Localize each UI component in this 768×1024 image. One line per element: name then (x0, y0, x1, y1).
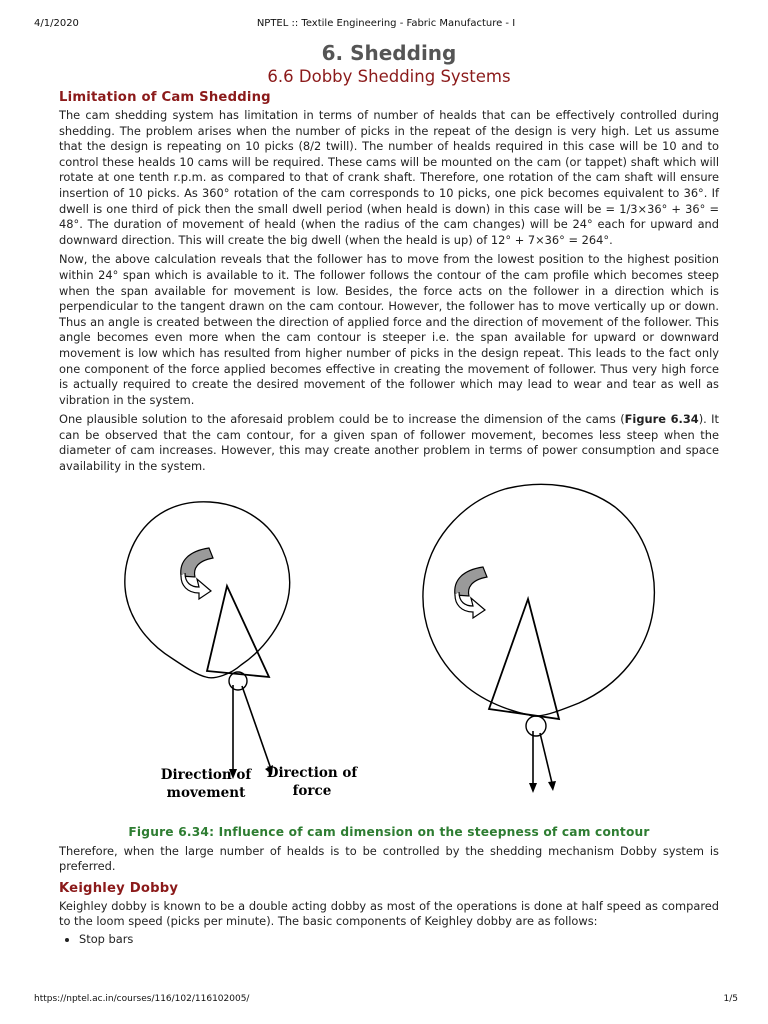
page-header-title: NPTEL :: Textile Engineering - Fabric Manufacture - I (256, 18, 516, 29)
large-follower-triangle (489, 599, 559, 719)
large-movement-arrowhead (529, 783, 537, 793)
figure-6-34 (59, 481, 719, 823)
small-rotation-head (181, 573, 211, 599)
large-rotation-band (455, 567, 487, 596)
small-cam (125, 501, 290, 772)
paragraph-cam-limitation: The cam shedding system has limitation in terms of number of healds that can be effectively controlled during shedding. The problem arises when the number of picks in the repeat of the design is very high. Let us assume that the design is repeating on 10 picks (8/2 twill). The number of healds required in this case will be 10 and to control these healds 10 cams will be required. These cams will be mounted on the cam (or tappet) shaft which will rotate at one tenth r.p.m. as compared to that of crank shaft. Therefore, one rotation of the cam shaft will ensure insertion of 10 picks. As 360° rotation of the cam corresponds to 10 picks, one pick becomes equivalent to 36°. If dwell is one third of pick then the small dwell period (when heald is down) in this case will be = 1/3×36° + 36° = 48°. The duration of movement of heald (when the radius of the cam changes) will be 24° each for upward and downward direction. This will create the big dwell (when the heald is up) of 12° + 7×36° = 264°. (59, 108, 719, 247)
paragraph-dobby-preferred: Therefore, when the large number of healds is to be controlled by the shedding mechanism Dobby system is preferred. (59, 843, 719, 874)
section-title: 6.6 Dobby Shedding Systems (267, 67, 511, 86)
print-date: 4/1/2020 (34, 18, 79, 29)
label-movement-line2: movement (166, 784, 246, 801)
large-force-arrowhead (548, 781, 556, 791)
large-force-arrow (540, 733, 552, 783)
paragraph-follower-force: Now, the above calculation reveals that the follower has to move from the lowest position to the highest position within 24° span which is available to it. The follower follows the contour of the cam profile which becomes steep when the span available for movement is low. Besides, the force acts on the follower in a direction which is perpendicular to the tangent drawn on the cam contour. However, the follower has to move vertically up or down. Thus an angle is created between the direction of applied force and the direction of movement of the follower. This angle becomes even more when the cam contour is steeper i.e. the span available for upward or downward movement is low which has resulted from higher number of picks in the design repeat. This leads to the fact only one component of the force applied becomes effective in creating the movement of follower. Thus very high force is actually required to create the desired movement of the follower which may lead to wear and tear as well as vibration in the system. (59, 252, 719, 407)
large-rotation-head (455, 592, 485, 618)
small-rotation-arrow-icon (181, 548, 213, 599)
cam-diagram (59, 481, 719, 823)
large-rotation-arrow-icon (455, 567, 487, 618)
footer-url: https://nptel.ac.in/courses/116/102/116102005/ (34, 994, 250, 1004)
paragraph-cam-dimension (59, 412, 719, 474)
subsection-title-keighley-dobby: Keighley Dobby (59, 880, 179, 896)
page-footer (34, 994, 738, 1008)
paragraph-cam-dimension-end: ). It can be observed that the cam contour, for a given span of follower movement, becomes less steep when the diameter of cam increases. However, this may create another problem in terms of power consumption and space availability in the system. (59, 412, 719, 474)
component-list (59, 932, 719, 948)
paragraph-keighley-dobby: Keighley dobby is known to be a double acting dobby as most of the operations is done at half speed as compared to the loom speed (picks per minute). The basic components of Keighley dobby are as follows: (59, 898, 719, 929)
paragraph-cam-dimension-start: One plausible solution to the aforesaid problem could be to increase the dimension of the cams ( (59, 412, 625, 427)
page-header (34, 18, 738, 32)
large-cam (423, 484, 654, 787)
small-force-arrow (242, 686, 271, 769)
label-force-line1: Direction of (266, 764, 358, 781)
chapter-title: 6. Shedding (321, 41, 457, 65)
document-body (59, 40, 719, 948)
page-number: 1/5 (723, 994, 738, 1004)
small-follower-triangle (207, 586, 269, 677)
list-item: • Stop bars (79, 932, 719, 948)
subsection-title-cam-shedding: Limitation of Cam Shedding (59, 90, 271, 105)
small-rotation-band (181, 548, 213, 577)
label-force-line2: force (292, 782, 332, 799)
label-movement-line1: Direction of (160, 766, 252, 783)
large-follower-roller (526, 716, 546, 736)
figure-reference: Figure 6.34 (624, 412, 699, 427)
figure-caption: Figure 6.34: Influence of cam dimension on the steepness of cam contour (128, 824, 650, 839)
